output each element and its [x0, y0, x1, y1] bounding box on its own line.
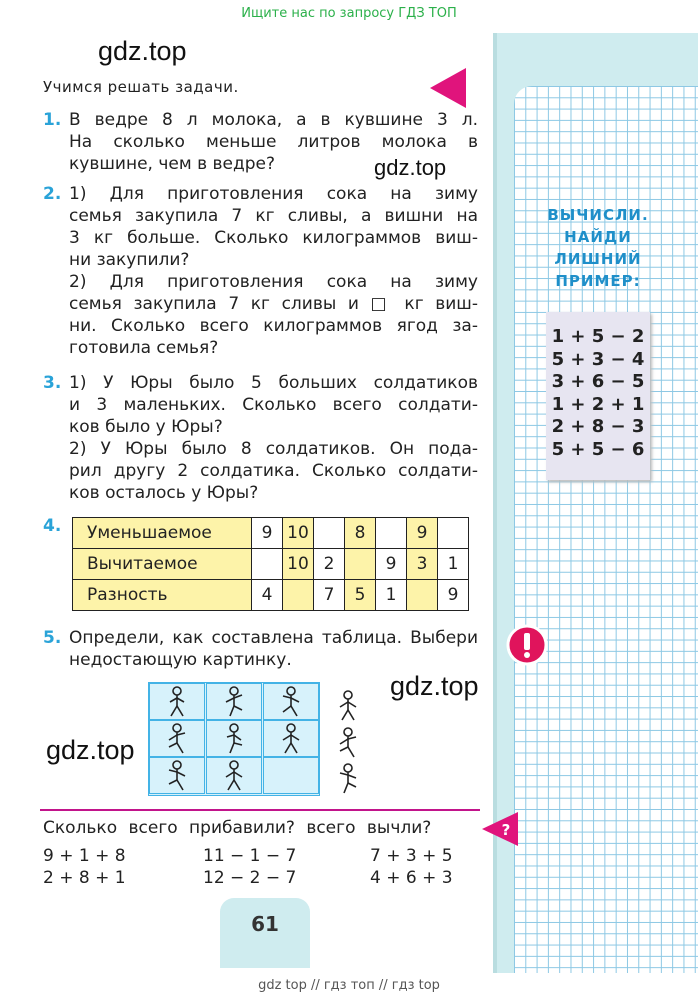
bottom-question: Сколько всего прибавили? всего вычли? [43, 818, 432, 838]
table-cell [252, 549, 283, 580]
table-cell: 10 [283, 518, 314, 549]
figure-cell [206, 757, 262, 794]
table-cell: 1 [438, 549, 469, 580]
table-cell: 9 [376, 549, 407, 580]
bottom-banner[interactable]: gdz top // гдз топ // гдз top [258, 978, 440, 993]
answer-figure-icon[interactable] [336, 763, 360, 795]
watermark: gdz.top [98, 36, 187, 66]
watermark: gdz.top [46, 735, 135, 765]
figure-cell [263, 720, 319, 757]
task-1: 1. В ведре 8 л молока, а в кувшине 3 л. На сколько меньше литров молока в кувшине, чем в ведре? [43, 110, 478, 174]
example: 3 + 6 − 5 [551, 371, 645, 392]
empty-cell [263, 757, 319, 794]
table-cell [314, 518, 345, 549]
stick-figure-icon [279, 686, 303, 718]
expr-column-3: 7 + 3 + 5 4 + 6 + 3 [370, 846, 453, 888]
expr-column-2: 11 − 1 − 7 12 − 2 − 7 [203, 846, 297, 888]
top-banner[interactable]: Ищите нас по запросу ГДЗ ТОП [241, 6, 457, 21]
task-2: 2. 1) Для приготовления сока на зиму семья закупила 7 кг сливы, а вишни на 3 кг больше. Сколько килограммов виш- ни закупили? 2) Для приготовления сока на зиму семья закупила 7 кг сливы и □ кг виш- ни. Сколько всего килограммов ягод за- готовила семья? [43, 184, 478, 358]
figure-cell [206, 720, 262, 757]
example: 1 + 2 + 1 [551, 393, 645, 415]
divider [40, 809, 480, 811]
answer-figure-icon[interactable] [336, 690, 360, 722]
stick-figure-icon [165, 686, 189, 718]
figure-cell [149, 757, 205, 794]
row-label: Вычитаемое [73, 549, 252, 580]
table-cell: 7 [314, 580, 345, 611]
expr-column-1: 9 + 1 + 8 2 + 8 + 1 [43, 846, 126, 888]
table-cell [345, 549, 376, 580]
stick-figure-icon [279, 723, 303, 755]
table-cell [376, 518, 407, 549]
row-label: Разность [73, 580, 252, 611]
svg-text:?: ? [501, 821, 511, 839]
table-row [73, 518, 469, 549]
stick-figure-icon [222, 760, 246, 792]
stick-figure-icon [165, 760, 189, 792]
stick-figure-icon [165, 723, 189, 755]
watermark: gdz.top [374, 155, 447, 180]
table-cell: 1 [376, 580, 407, 611]
table-cell: 9 [407, 518, 438, 549]
watermark: gdz.top [390, 671, 479, 701]
row-label: Уменьшаемое [73, 518, 252, 549]
figure-cell [149, 683, 205, 720]
table-cell: 3 [407, 549, 438, 580]
table-cell: 5 [345, 580, 376, 611]
figure-cell [206, 683, 262, 720]
exclamation-icon [505, 623, 549, 667]
figure-cell [263, 683, 319, 720]
task-5: 5. Определи, как составлена таблица. Выбери недостающую картинку. [43, 628, 478, 670]
task-4-number: 4. [43, 516, 62, 536]
sidebar-examples [546, 312, 650, 480]
task-3: 3. 1) У Юры было 5 больших солдатиков и 3 маленьких. Сколько всего солдати- ков было у Юры? 2) У Юры было 8 солдатиков. Он пода- рил другу 2 солдатика. Сколько солдати- ков осталось у Юры? [43, 373, 478, 503]
example: 5 + 5 − 6 [551, 438, 645, 460]
example: 5 + 3 − 4 [551, 348, 645, 370]
answer-figure-icon[interactable] [336, 727, 360, 759]
task-4-table [72, 517, 469, 611]
stick-figure-icon [222, 723, 246, 755]
stick-figure-icon [222, 686, 246, 718]
table-cell: 9 [438, 580, 469, 611]
table-cell [407, 580, 438, 611]
table-row [73, 549, 469, 580]
table-cell: 8 [345, 518, 376, 549]
table-cell: 9 [252, 518, 283, 549]
table-cell: 10 [283, 549, 314, 580]
figure-grid [148, 682, 320, 796]
section-heading: Учимся решать задачи. [43, 78, 239, 96]
table-cell: 4 [252, 580, 283, 611]
example: 1 + 5 − 2 [551, 326, 645, 347]
example: 2 + 8 − 3 [551, 416, 645, 437]
table-row [73, 580, 469, 611]
table-cell: 2 [314, 549, 345, 580]
page-number: 61 [251, 912, 279, 936]
figure-cell [149, 720, 205, 757]
table-cell [438, 518, 469, 549]
table-cell [283, 580, 314, 611]
triangle-marker-icon [428, 66, 468, 110]
sidebar-title: ВЫЧИСЛИ. НАЙДИ ЛИШНИЙ ПРИМЕР: [547, 206, 649, 290]
question-marker-icon [480, 810, 520, 848]
